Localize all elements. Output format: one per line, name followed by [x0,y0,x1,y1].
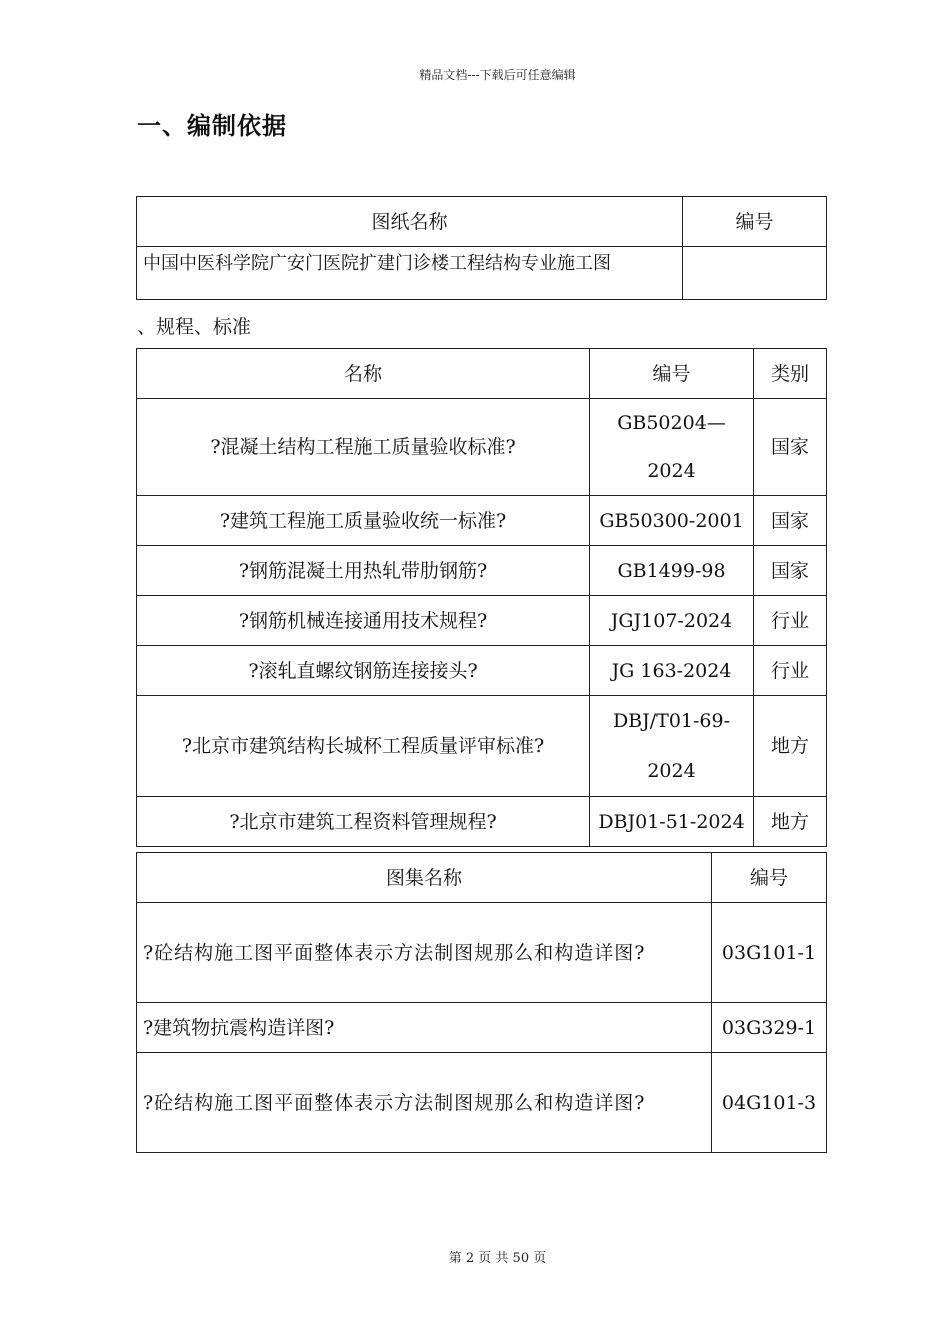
drawings-table [136,196,827,300]
table-cell: ?滚轧直螺纹钢筋连接接头? [137,646,590,696]
table-cell: DBJ01-51-2024 [590,797,754,847]
table-cell: 03G101-1 [712,903,827,1003]
table-cell: 中国中医科学院广安门医院扩建门诊楼工程结构专业施工图 [137,247,683,300]
table-row [137,1003,827,1053]
table-header-row [137,197,827,247]
column-header: 名称 [137,349,590,399]
table-cell: GB50204—2024 [590,399,754,496]
atlas-table [136,852,827,1153]
column-header: 图集名称 [137,853,712,903]
table-row [137,496,827,546]
column-header: 编号 [712,853,827,903]
table-cell: 行业 [754,646,827,696]
table-cell: ?北京市建筑工程资料管理规程? [137,797,590,847]
table-cell: ?钢筋机械连接通用技术规程? [137,596,590,646]
table-cell: GB50300-2001 [590,496,754,546]
table-cell: JG 163-2024 [590,646,754,696]
table-row [137,646,827,696]
table-header-row [137,853,827,903]
section-title: 一、编制依据 [137,112,287,140]
standards-heading: 、规程、标准 [137,316,252,338]
table-row [137,596,827,646]
table-cell: ?建筑工程施工质量验收统一标准? [137,496,590,546]
table-cell: GB1499-98 [590,546,754,596]
table-cell: ?砼结构施工图平面整体表示方法制图规那么和构造详图? [137,1053,712,1153]
table-cell: 04G101-3 [712,1053,827,1153]
table-cell: 地方 [754,696,827,797]
table-cell: JGJ107-2024 [590,596,754,646]
table-cell: 03G329-1 [712,1003,827,1053]
table-cell [683,247,827,300]
table-cell: ?砼结构施工图平面整体表示方法制图规那么和构造详图? [137,903,712,1003]
table-header-row [137,349,827,399]
column-header: 编号 [590,349,754,399]
table-row [137,1053,827,1153]
table-row [137,797,827,847]
table-cell: 国家 [754,399,827,496]
table-row [137,903,827,1003]
table-row [137,247,827,300]
table-cell: 行业 [754,596,827,646]
table-cell: ?建筑物抗震构造详图? [137,1003,712,1053]
table-row [137,696,827,797]
column-header: 编号 [683,197,827,247]
table-cell: 地方 [754,797,827,847]
page-number: 第 2 页 共 50 页 [448,1251,547,1266]
column-header: 图纸名称 [137,197,683,247]
table-cell: ?混凝土结构工程施工质量验收标准? [137,399,590,496]
table-cell: 国家 [754,496,827,546]
table-cell: DBJ/T01-69-2024 [590,696,754,797]
table-cell: ?钢筋混凝土用热轧带肋钢筋? [137,546,590,596]
column-header: 类别 [754,349,827,399]
table-row [137,399,827,496]
standards-table [136,348,827,847]
table-cell: 国家 [754,546,827,596]
table-row [137,546,827,596]
header-note: 精品文档---下载后可任意编辑 [419,68,576,82]
table-cell: ?北京市建筑结构长城杯工程质量评审标准? [137,696,590,797]
